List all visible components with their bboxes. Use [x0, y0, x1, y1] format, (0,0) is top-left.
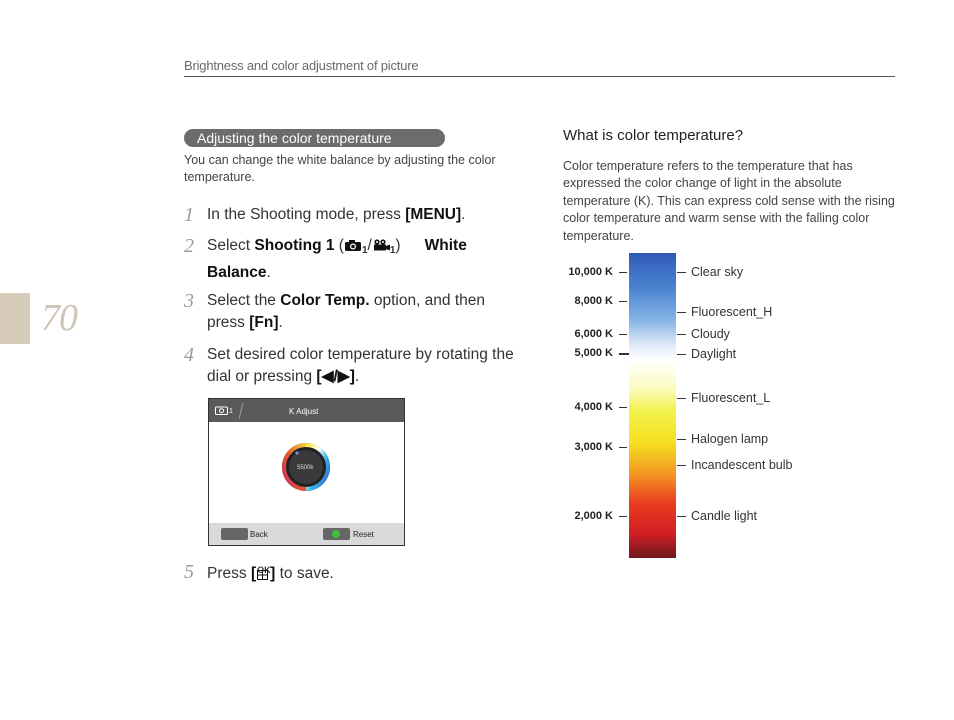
color-temperature-bar: [629, 253, 676, 558]
kelvin-tick: [619, 334, 627, 335]
light-source-label: Fluorescent_L: [691, 391, 771, 405]
step-text: option, and then press: [207, 292, 486, 331]
kelvin-tick: [619, 353, 629, 355]
light-source-tick: [677, 439, 686, 440]
mode-subscript: 1: [229, 408, 233, 415]
step-number: 5: [184, 561, 194, 583]
reset-label: Reset: [353, 530, 374, 539]
light-source-tick: [677, 398, 686, 399]
back-label: Back: [250, 530, 268, 539]
kelvin-tick: [619, 407, 627, 408]
intro-text: You can change the white balance by adjusting the color temperature.: [184, 153, 496, 184]
step-text: Select the: [207, 292, 281, 309]
paren: (: [334, 237, 344, 254]
step-text: Set desired color temperature by rotating the dial or pressing: [207, 346, 514, 385]
camera-icon: [344, 239, 362, 251]
light-source-tick: [677, 516, 686, 517]
light-source-label: Daylight: [691, 347, 737, 361]
light-source-label: Fluorescent_H: [691, 305, 773, 319]
screen-title: K Adjust: [289, 407, 319, 416]
step-number: 3: [184, 290, 194, 312]
light-source-tick: [677, 465, 686, 466]
light-source-label: Candle light: [691, 509, 758, 523]
kelvin-label: 3,000 K: [574, 441, 613, 453]
kelvin-tick: [619, 516, 627, 517]
light-source-label: Clear sky: [691, 265, 744, 279]
step-text-end: .: [461, 206, 466, 223]
kelvin-tick: [619, 447, 627, 448]
step-2: [184, 235, 514, 284]
camera-screen: [208, 398, 405, 546]
kelvin-label: 10,000 K: [568, 266, 613, 278]
kelvin-tick: [619, 301, 627, 302]
fn-key: [Fn]: [249, 314, 279, 331]
light-source-label: Cloudy: [691, 327, 730, 341]
ok-key-icon: [256, 561, 270, 581]
step-text-end: to save.: [275, 565, 334, 582]
kelvin-label: 2,000 K: [574, 510, 613, 522]
light-source-label: Incandescent bulb: [691, 458, 793, 472]
step-text: Press: [207, 565, 251, 582]
kelvin-tick: [619, 272, 627, 273]
right-heading: What is color temperature?: [563, 127, 744, 144]
page-header-title: Brightness and color adjustment of picture: [184, 58, 419, 73]
menu-key: [MENU]: [405, 206, 462, 223]
kelvin-label: 6,000 K: [574, 328, 613, 340]
mode-subscript: 1: [361, 245, 368, 256]
page-tab: [0, 293, 30, 344]
step-number: 2: [184, 235, 194, 257]
dial-value: 5500k: [297, 465, 314, 471]
white-balance-label: White Balance: [207, 237, 467, 281]
step-text: In the Shooting mode, press: [207, 206, 406, 223]
step-5: [184, 561, 514, 585]
step-number: 4: [184, 344, 194, 366]
left-right-keys: [◀/▶]: [316, 368, 355, 385]
header-divider: [184, 76, 895, 77]
step-3: [184, 290, 514, 334]
shooting-menu-label: Shooting 1: [254, 237, 335, 254]
page-number: 70: [41, 297, 77, 339]
light-source-tick: [677, 272, 686, 273]
tab-slant-icon: [237, 402, 245, 420]
light-source-tick: [677, 334, 686, 335]
section-title: Adjusting the color temperature: [184, 129, 445, 147]
screen-bottom-bar: [209, 523, 404, 545]
bracket: [: [250, 565, 257, 582]
video-camera-icon: [372, 239, 390, 251]
light-source-label: Halogen lamp: [691, 432, 769, 446]
slash: /: [367, 237, 372, 254]
back-button-icon[interactable]: [221, 528, 248, 540]
kelvin-label: 4,000 K: [574, 401, 613, 413]
right-paragraph: Color temperature refers to the temperature that has expressed the color change of light in the absolute temperature (K). This can express cold sense with the rising color temperature and warm sense with the falling color temperature.: [563, 159, 895, 243]
kelvin-label: 5,000 K: [574, 347, 613, 359]
paren: ): [395, 237, 405, 254]
arrow-icon: →: [404, 237, 421, 254]
step-text: Select: [207, 237, 255, 254]
bracket: ]: [270, 565, 276, 582]
light-source-tick: [677, 312, 686, 313]
camera-mode-icon: [215, 405, 229, 417]
step-text-end: .: [354, 368, 360, 385]
reset-indicator-icon: [332, 530, 340, 538]
light-source-tick: [677, 354, 686, 355]
step-4: [184, 344, 514, 388]
step-number: 1: [184, 204, 194, 226]
mode-subscript: 1: [389, 245, 396, 256]
ok-label: OK: [257, 565, 271, 575]
color-temp-option: Color Temp.: [280, 292, 370, 309]
step-1: [184, 204, 514, 226]
step-text-end: .: [278, 314, 283, 331]
kelvin-label: 8,000 K: [574, 295, 613, 307]
screen-title-bar: [209, 399, 404, 422]
step-text-end: .: [266, 264, 271, 281]
